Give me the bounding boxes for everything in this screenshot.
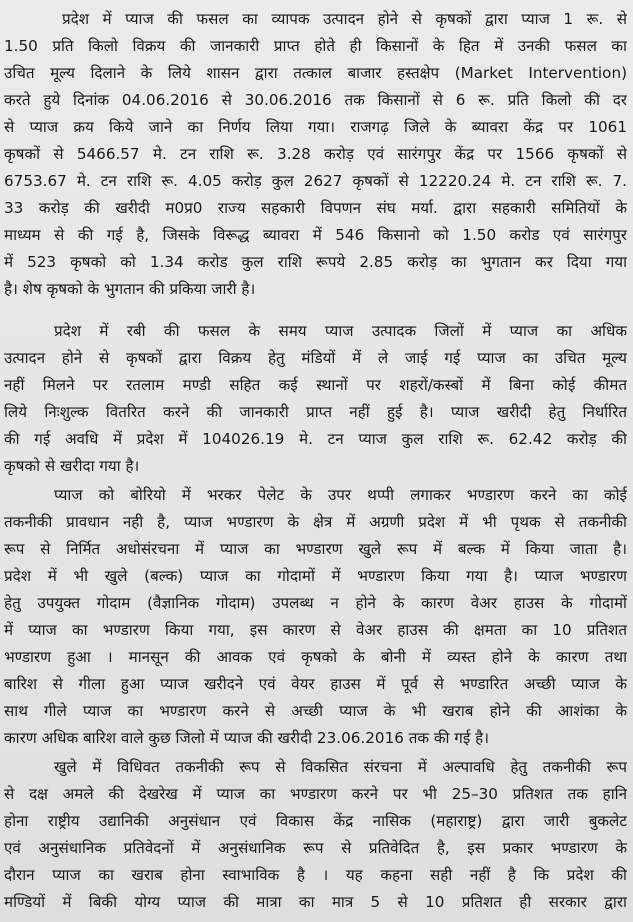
text-line: खुले में विधिवत तकनीकी रूप से विकसित संरचना में अल्पावधि हेतु तकनीकी रूप (54, 758, 627, 776)
text-line: की गई अवधि में प्रदेश में 104026.19 मे. टन प्याज कुल राशि रू. 62.42 करोड़ की (4, 430, 627, 448)
text-line: उचित मूल्य दिलाने के लिये शासन द्वारा तत्काल बाजार हस्तक्षेप (Market Intervention) (4, 64, 627, 82)
text-line: बारिश से गीला हुआ प्याज खरीदने एवं वेयर हाउस में पूर्व से भण्डारित अच्छी प्याज के (4, 675, 627, 693)
text-line: कृषको से खरीदा गया है। (4, 457, 140, 475)
text-line: प्रदेश में रबी की फसल के समय प्याज उत्पादक जिलों में प्याज का अधिक (54, 322, 627, 340)
text-line: प्रदेश में भी खुले (बल्क) प्याज का गोदामों में भण्डारण किया गया है। प्याज भण्डारण (4, 567, 627, 585)
text-line: तकनीकी प्रावधान नही है, प्याज भण्डारण के क्षेत्र में अग्रणी प्रदेश में भी पृथक से तकनीकी (4, 513, 627, 531)
text-line: में 523 कृषको को 1.34 करोड कुल राशि रूपये 2.85 करोड़ का भुगतान कर दिया गया (4, 253, 627, 271)
text-line: होना राष्ट्रीय उद्यानिकी अनुसंधान एवं विकास केंद्र नासिक (महाराष्ट्र) द्वारा जारी बुकलेट (4, 812, 627, 830)
paragraph-rabi-crop (4, 318, 627, 480)
text-line: मण्डियों में बिकी योग्य प्याज की मात्रा का मात्र 5 से 10 प्रतिशत ही सरकार द्वारा (4, 893, 627, 911)
text-line: लिये निःशुल्क वितरित करने की जानकारी प्राप्त नहीं हुई है। प्याज खरीदी हेतु निर्धारित (4, 403, 627, 421)
text-line: करते हुये दिनांक 04.06.2016 से 30.06.2016 तक किसानों से 6 रू. प्रति किलो की दर (4, 91, 627, 109)
paragraph-storage (4, 482, 627, 752)
text-line: उत्पादन होने से कृषकों द्वारा विक्रय हेतु मंडियों में ले जाई गई प्याज का उचित मूल्य (4, 349, 627, 367)
text-line: हेतु उपयुक्त गोदाम (वैज्ञानिक गोदाम) उपलब्ध न होने के कारण वेअर हाउस के गोदामों (4, 594, 627, 612)
text-line: प्याज को बोरियो में भरकर पेलेट के उपर थप्पी लगाकर भण्डारण करने का कोई (54, 486, 627, 504)
text-line: कारण अधिक बारिश वाले कुछ जिलो में प्याज की खरीदी 23.06.2016 तक की गई है। (4, 729, 489, 747)
text-line: भण्डारण हुआ । मानसून की आवक एवं कृषको के बोनी में व्यस्त होने के कारण तथा (4, 648, 627, 666)
paragraph-open-storage-loss (4, 754, 627, 916)
text-line: कृषकों से 5466.57 मे. टन राशि रू. 3.28 करोड़ एवं सारंगपुर केंद्र पर 1566 कृषकों से (4, 145, 627, 163)
text-line: है। शेष कृषको के भुगतान की प्रकिया जारी है। (4, 280, 256, 298)
paragraph-market-intervention (4, 6, 627, 303)
text-line: नहीं मिलने पर रतलाम मण्डी सहित कई स्थानों पर शहरों/कस्बों में बिना कोई कीमत (4, 376, 627, 394)
text-line: 6753.67 मे. टन राशि रू. 4.05 करोड़ कुल 2627 कृषकों से 12220.24 मे. टन राशि रू. 7. (4, 172, 627, 190)
text-line: प्रदेश में प्याज की फसल का व्यापक उत्पादन होने से कृषकों द्वारा प्याज 1 रू. से (62, 10, 627, 28)
text-line: 33 करोड़ की खरीदी म0प्र0 राज्य सहकारी विपणन संघ मर्या. द्वारा सहकारी समितियों के (4, 199, 627, 217)
text-line: एवं अनुसंधानिक प्रतिवेदनों में अनुसंधानिक रूप से प्रतिवेदित है, इस प्रकार भण्डारण के (4, 839, 627, 857)
text-line: से दक्ष अमले की देखरेख में प्याज का भण्डारण करने पर भी 25–30 प्रतिशत तक हानि (4, 785, 627, 803)
text-line: में प्याज का भण्डारण किया गया, इस कारण से वेअर हाउस की क्षमता का 10 प्रतिशत (4, 621, 627, 639)
text-line: 1.50 प्रति किलो विक्रय की जानकारी प्राप्त होते ही किसानों के हित में उनकी फसल का (4, 37, 627, 55)
text-line: दौरान प्याज का खराब होना स्वाभाविक है । यह कहना सही नहीं है कि प्रदेश की (4, 866, 627, 884)
text-line: रूप से निर्मित अधोसंरचना में प्याज का भण्डारण खुले रूप में बल्क में किया जाता है। (4, 540, 627, 558)
text-line: से प्याज क्रय किये जाने का निर्णय लिया गया। राजगढ़ जिले के ब्यावरा केंद्र पर 1061 (4, 118, 627, 136)
text-line: साथ गीले प्याज का भण्डारण करने से अच्छी प्याज के भी खराब होने की आशंका के (4, 702, 627, 720)
text-line: माध्यम से की गई है, जिसके विरूद्ध ब्यावरा में 546 किसानो को 1.50 करोड एवं सारंगपुर (4, 226, 627, 244)
